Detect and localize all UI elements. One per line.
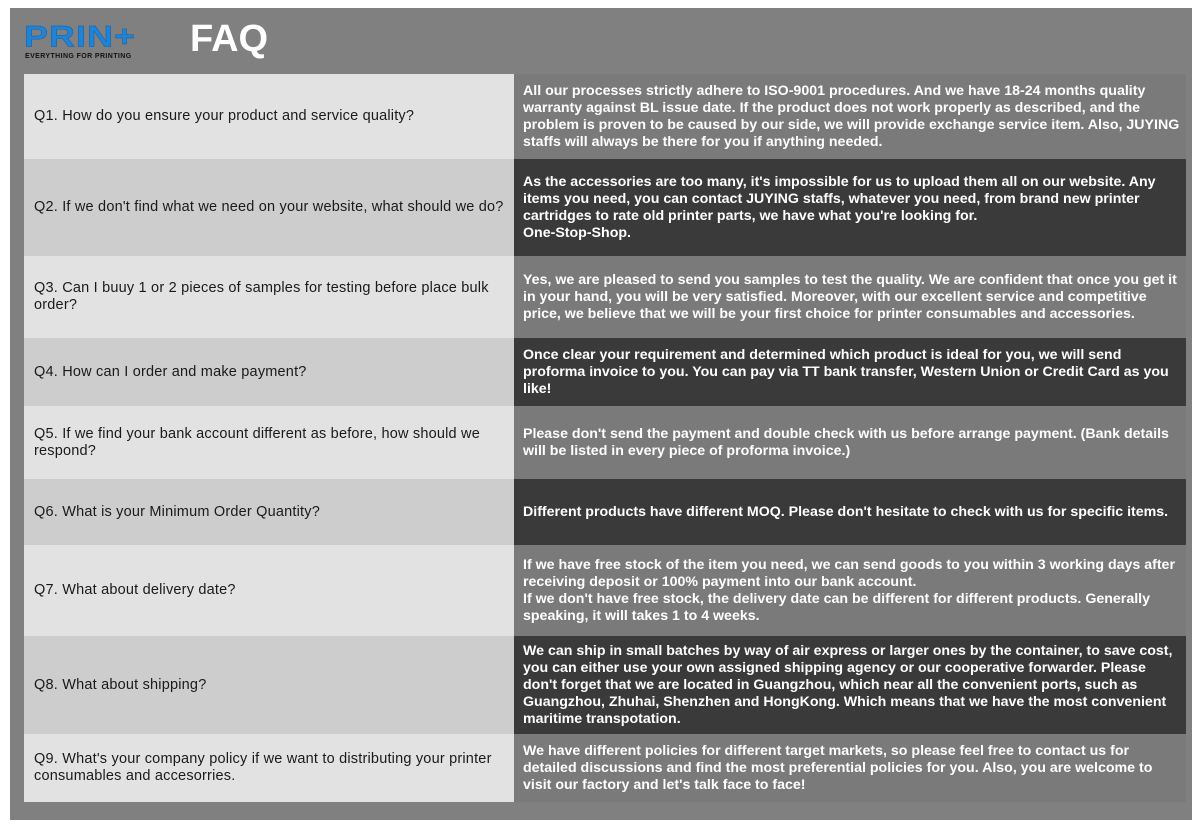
page-title: FAQ (190, 18, 269, 60)
faq-answer-3: Yes, we are pleased to send you samples to test the quality. We are confident that once you get it in your hand, you will be very satisfied. Moreover, with our excellent service and competitive price, we believe that we will be your first choice for printer consumables and accessories. (514, 256, 1186, 338)
logo-wordmark: PRIN+ (24, 19, 137, 54)
faq-answer-9: We have different policies for different target markets, so please feel free to contact us for detailed discussions and find the most preferential policies for you. Also, you are welcome to visit our factory and let's talk face to face! (514, 734, 1186, 802)
faq-row-5 (10, 406, 1192, 479)
faq-list (10, 8, 1192, 820)
faq-question-2: Q2. If we don't find what we need on your website, what should we do? (24, 159, 514, 256)
faq-answer-6: Different products have different MOQ. Please don't hesitate to check with us for specific items. (514, 479, 1186, 545)
faq-question-4: Q4. How can I order and make payment? (24, 338, 514, 406)
logo-tagline: EVERYTHING FOR PRINTING (25, 53, 132, 60)
faq-row-4 (10, 338, 1192, 406)
faq-row-3 (10, 256, 1192, 338)
faq-question-7: Q7. What about delivery date? (24, 545, 514, 636)
faq-answer-7: If we have free stock of the item you need, we can send goods to you within 3 working days after receiving deposit or 100% payment into our bank account. If we don't have free stock, the delivery date can be different for different products. Generally speaking, it will takes 1 to 4 weeks. (514, 545, 1186, 636)
faq-row-8 (10, 636, 1192, 734)
faq-row-1 (10, 74, 1192, 159)
faq-row-7 (10, 545, 1192, 636)
faq-question-1: Q1. How do you ensure your product and service quality? (24, 74, 514, 159)
faq-answer-5: Please don't send the payment and double check with us before arrange payment. (Bank details will be listed in every piece of proforma invoice.) (514, 406, 1186, 479)
faq-row-9 (10, 734, 1192, 802)
faq-question-8: Q8. What about shipping? (24, 636, 514, 734)
faq-answer-4: Once clear your requirement and determined which product is ideal for you, we will send proforma invoice to you. You can pay via TT bank transfer, Western Union or Credit Card as you like! (514, 338, 1186, 406)
faq-row-2 (10, 159, 1192, 256)
faq-question-3: Q3. Can I buuy 1 or 2 pieces of samples for testing before place bulk order? (24, 256, 514, 338)
faq-row-6 (10, 479, 1192, 545)
faq-question-9: Q9. What's your company policy if we want to distributing your printer consumables and accesorries. (24, 734, 514, 802)
faq-answer-2: As the accessories are too many, it's impossible for us to upload them all on our website. Any items you need, you can contact JUYING staffs, whatever you need, from brand new printer cartridges to rate old printer parts, we have what you're looking for. One-Stop-Shop. (514, 159, 1186, 256)
faq-answer-1: All our processes strictly adhere to ISO-9001 procedures. And we have 18-24 months quality warranty against BL issue date. If the product does not work properly as described, and the problem is proven to be caused by our side, we will provide exchange service item. Also, JUYING staffs will always be there for you if anything needed. (514, 74, 1186, 159)
faq-panel (10, 8, 1192, 820)
faq-question-6: Q6. What is your Minimum Order Quantity? (24, 479, 514, 545)
faq-question-5: Q5. If we find your bank account different as before, how should we respond? (24, 406, 514, 479)
faq-answer-8: We can ship in small batches by way of air express or larger ones by the container, to save cost, you can either use your own assigned shipping agency or our cooperative forwarder. Please don't forget that we are located in Guangzhou, which near all the convenient ports, such as Guangzhou, Zhuhai, Shenzhen and HongKong. Which means that we have the most convenient maritime transpotation. (514, 636, 1186, 734)
